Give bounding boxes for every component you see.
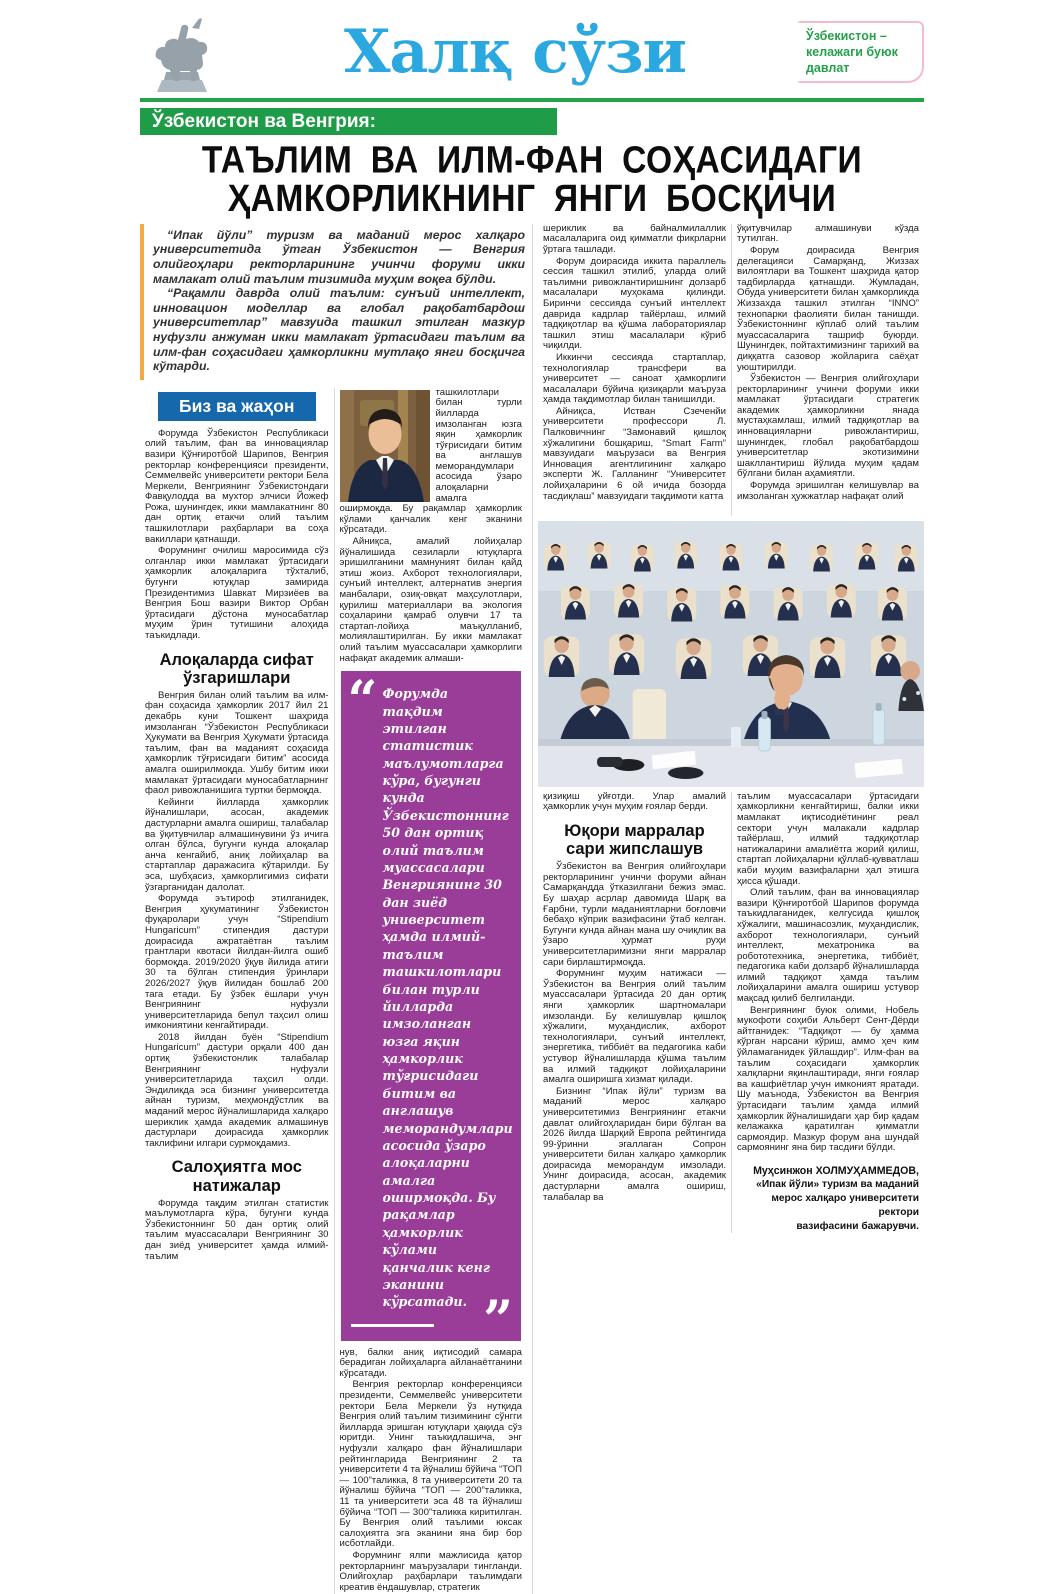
paragraph: Венгрия билан олий таълим ва илм-фан соҳасида ҳамкорлик 2017 йил 21 декабрь куни Тошкент шаҳрида имзоланган “Ўзбекистон Республикаси Ҳукумати ва Венгрия Ҳукумати ўртасида таълим, фан ва маданият соҳасида ҳамкорлик тўғрисидаги битим” асосида амалга оширилмоқда. Ушбу битим икки мамлакат ўртасидаги муносабатларнинг фаол ривожланишига туртки бермоқда. [145,689,329,797]
pull-quote-box [341,670,522,1352]
author-byline [737,1164,919,1233]
paragraph: Айниқса, амалий лойиҳалар йўналишида сезиларли ютуқларга эришилганини мамнуният билан қайд этиш жоиз. Ахборот технологиялари, сунъий интеллект, алтернатив энергия манбалари, озиқ-овқат маҳсулотлари, қурилиш материаллари ва экология соҳаларини қамраб олувчи 17 та стартап-лойиҳа маъқулланиб, молиялаштирилган. Бу икки мамлакат олий таълим муассасалари ҳамкорлиги нафақат академик алмаши- [339,536,522,664]
column-3-top [538,224,731,516]
paragraph: Форумда эришилган келишувлар ва имзоланган ҳужжатлар нафақат олий [737,480,919,502]
paragraph: Форумнинг муҳим натижаси — Ўзбекистон ва Венгрия олий таълим муассасалари ўртасида 20 дан ортиқ янги ҳамкорлик шартномалари имзоланди. Бу келишувлар қишлоқ хўжалиги, муҳандислик, ахборот технологиялари, сунъий интеллект, энергетика, тиббиёт ва педагогика каби устувор йўналишларда қўшма таълим ва илмий тадқиқот лойиҳаларини амалга оширишга хизмат қилади. [543,968,726,1086]
article-body [140,224,924,1594]
paragraph: Айниқса, Истван Сзеченйи университети профессори Л. Палковичнинг “Замонавий қишлоқ хўжалигини бошқариш, “Smart Farm” мавзуидаги маърузаси ва Венгрия Инновация агентлигининг халқаро эксперти Ж. Галланинг “Университет лойиҳаларини 6 ой ичида бозорда тасдиқлаш” мавзуидаги тақдимоти катта [543,405,726,502]
open-quote-icon: “ [347,670,378,732]
paragraph: Форумнинг ялпи мажлисида қатор ректорларнинг маърузалари тингланди. Олийгоҳлар раҳбарлари таълимдаги креатив ёндашувлар, стратегик [339,1549,522,1593]
column-3-bottom [538,792,731,1234]
newspaper-page [140,8,924,1594]
subheading-yuqori-marralar: Юқори марралар сари жипслашув [564,821,705,859]
headline-line1: ТАЪЛИМ ВА ИЛМ-ФАН СОҲАСИДАГИ [201,138,863,181]
paragraph: Венгриянинг буюк олими, Нобель мукофоти соҳиби Альберт Сент-Дёрди айтганидек: “Тадқиқот — бу ҳамма кўрган нарсани кўриш, аммо ҳеч ким ўйламаганидек ўйлашдир”. Илм-фан ва таълим соҳасидаги ҳамкорлик халқларни яқинлаштиради, янги ғоялар ва кашфиётлар учун имконият яратади. Шу маънода, Ўзбекистон ва Венгрия ўртасидаги таълим ҳамда илмий ҳамкорлик йўналишидаги ҳар бир қадам келажакка қаратилган қимматли сармоядир. Мазкур форум ана шундай сармоянинг яна бир тасдиғи бўлди. [737,1004,919,1154]
section-badge: Биз ва жаҳон [158,392,316,421]
masthead-rule [140,98,924,102]
subheading-salohiyat: Салоҳиятга мос натижалар [171,1158,302,1195]
paragraph: қизиқиш уйғотди. Улар амалий ҳамкорлик учун муҳим ғоялар берди. [543,790,726,813]
conference-audience-photo [538,521,924,787]
paragraph: Иккинчи сессияда стартаплар, технологиялар трансфери ва университет — саноат ҳамкорлиги масалалари бўйича қизиқарли маъруза ҳамда тақдимотлар билан танишилди. [543,351,726,406]
paragraph: шериклик ва байналмилаллик масалаларига оид қимматли фикрларни ўртага ташлади. [543,222,726,255]
paragraph: Ўзбекистон ва Венгрия олийгоҳлари ректорларининг учинчи форуми айнан Самарқандда ўтказилгани бежиз эмас. Бу шаҳар асрлар давомида Шарқ ва Ғарбни, турли маданиятларни боғловчи бебаҳо кўприк вазифасини ўтаб келган. Бугунги кунда айнан мана шу очиқлик ва ўзаро ҳурмат руҳи университетларимизни янги марралар сари бирлаштирмоқда. [543,861,726,968]
paragraph: Форумда тақдим этилган статистик маълумотларга кўра, бугунги кунда Ўзбекистоннинг 50 дан ортиқ олий таълим муассасалари Венгриянинг 30 дан зиёд университет ҳамда илмий-таълим [145,1197,329,1262]
paragraph: Олий таълим, фан ва инновациялар вазири Қўнғиротбой Шарипов форумда таъкидлаганидек, келгусида қишлоқ хўжалиги, машинасозлик, муҳандислик, ахборот технологиялари, сунъий интеллект, мехатроника ва робототехника, энергетика, тиббиёт, педагогика каби долзарб йўналишларда илмий тадқиқот ҳамда таълим лойиҳаларини амалга ошириш устувор мақсад қилиб белгиланди. [737,887,919,1005]
right-half [532,224,924,1594]
masthead [140,8,924,96]
paragraph: 2018 йилдан буён “Stipendium Hungaricum” дастури орқали 400 дан ортиқ ўзбекистонлик талабалар Венгриянинг нуфузли университетларида таҳсил олди. Эндиликда эса бизнинг университетда айнан туризм, меҳмондўстлик ва маданий мерос йўналишларида халқаро шериклик ҳамда академик алмашинув дастурлари доирасида ҳамкорлик таклифини илгари сурмоқдамиз. [145,1031,329,1149]
article-headline [156,138,909,221]
close-quote-icon: ” [483,1290,513,1352]
paragraph: Кейинги йилларда ҳамкорлик йўналишлари, асосан, академик дастурларни амалга ошириш, талабалар ва ўқитувчилар алмашинувини ўз ичига олган бўлса, бугунги кунда алоқалар анча кенгайиб, аниқ лойиҳалар ва стартаплар даражасига кўтарилди. Бу эса, шубҳасиз, ҳамкорлигимиз сифати ўзгарганидан далолат. [145,796,329,893]
subheading-aloqalarda: Алоқаларда сифат ўзгаришлари [159,650,314,687]
column-1 [140,388,334,1594]
paragraph: ташкилотлари билан турли йилларда имзоланган юзга яқин ҳамкорлик тўғрисидаги битим ва англашув меморандумлари асосида ўзаро алоқаларни амалга оширмоқда. Бу рақамлар ҳамкорлик кўлами қанчалик кенг эканини кўрсатади. [339,386,522,536]
lead-p1: “Ипак йўли” туризм ва маданий мерос халқаро университетида ўтган Ўзбекистон — Венгрия олийгоҳлари ректорларининг учинчи форуми икки мамлакат олий таълим тизимида муҳим воқеа бўлди. [153,227,525,286]
paragraph: Ўзбекистон — Венгрия олийгоҳлари ректорларининг учинчи форуми икки мамлакат ўртасидаги стратегик академик ҳамкорликни янада мустаҳкамлаш, илмий тадқиқотлар ва инновацияларни ривожлантириш, шунингдек, глобал рақобатбардош университетлар экотизимини шакллантириш йўлида муҳим қадам бўлгани билан аҳамиятли. [737,373,919,480]
paragraph: таълим муассасалари ўртасидаги ҳамкорликни кенгайтириш, балки икки мамлакат иқтисодиётининг реал сектори учун малакали кадрлар тайёрлаш, илмий тадқиқотлар натижаларини амалиётга жорий қилиш, стартап лойиҳаларни қўллаб-қувватлаш каби муҳим вазифаларни ҳал этишга ҳисса қўшади. [737,790,919,887]
minister-portrait-photo [340,390,430,502]
paragraph: Форумда Ўзбекистон Республикаси олий таълим, фан ва инновациялар вазири Қўнғиротбой Шарипов, Венгрия ректорлар конференцияси президенти, Семмелвейс университети ректори Бела Меркели, Венгриянинг Ўзбекистондаги Фавқулодда ва мухтор элчиси Йожеф Рожа, шунингдек, икки мамлакатнинг 80 дан ортиқ етакчи олий таълим ташкилотлари раҳбарлари ва соҳа вакиллари қатнашди. [145,427,329,545]
paragraph: Бизнинг “Ипак йўли” туризм ва маданий мерос халқаро университетимиз Венгриянинг етакчи давлат олийгоҳларидан бири бўлган ва 2026 йилда Шарқий Европа рейтингида 99-ўринни эгаллаган Сопрон университети билан халқаро ҳамкорлик доирасида меморандум имзолади. Унинг доирасида, асосан, академик дастурларни амалга ошириш, талабалар ва [543,1085,726,1203]
column-4-top [731,224,924,516]
paragraph: Форумда эътироф этилганидек, Венгрия ҳукуматининг Ўзбекистон фуқаролари учун “Stipendium Hungaricum” стипендия дастури доирасида ажратаётган таълим грантлари квотаси йилдан-йилга ошиб бормоқда. 2019/2020 ўқув йилида атиги 30 та бўлган стипендия ўринлари 2026/2027 ўқув йилидан бошлаб 200 тага етади. Бу ўзбек ёшлари учун Венгриянинг нуфузли университетларида бепул таҳсил олиш имкониятини кенгайтиради. [145,893,329,1032]
headline-line2: ҲАМКОРЛИКНИНГ ЯНГИ БОСҚИЧИ [227,178,837,221]
author-title-line3: вазифасини бажарувчи. [796,1220,919,1232]
paragraph: нув, балки аниқ иқтисодий самара берадиган лойиҳаларга айланаётганини кўрсатади. [339,1346,522,1379]
paragraph: Форум доирасида Венгрия делегацияси Самарқанд, Жиззах вилоятлари ва Тошкент шаҳрида қатор тадбирларда қатнашди. Жумладан, Обуда университети билан ҳамкорликда Жиззахда ташкил этилган “INNO” технопарки фаолияти билан танишди. Ўзбекистоннинг кўплаб олий таълим муассасаларига ташриф буюрди. Шунингдек, пойтахтимизнинг тарихий ва диққатга сазовор жойларига саёҳат уюштирилди. [737,244,919,373]
author-title-line1: «Ипак йўли» туризм ва маданий [756,1179,919,1191]
lead-paragraphs [140,224,527,380]
paragraph: Венгрия ректорлар конференцияси президенти, Семмелвейс университети ректори Бела Меркели ўз нутқида Венгрия олий таълим тизимининг сўнгги йилларда эришган ютуқлари ҳақида сўз юритди. Унинг таъкидлашича, энг нуфузли халқаро фан йўналишлари рейтингларида Венгриянинг 2 та университети 4 та йўналиш бўйича “ТОП — 100”таликка, 8 та университети 20 та йўналиш бўйича “ТОП — 200”таликка, 11 та университети эса 48 та йўналиш бўйича “ТОП — 300”таликка киритилган. Бу Венгрия олий таълими юксак салоҳиятга эга эканини яна бир бор исботлайди. [339,1379,522,1550]
column-4-bottom [731,792,924,1234]
lead-p2: “Рақамли даврда олий таълим: сунъий интеллект, инновацион моделлар ва глобал рақобатбардош университетлар” мавзуида ташкил этилган мазкур нуфузли анжуман икки мамлакат ўртасидаги таълим ва илм-фан соҳасидаги ҳамкорликни мутлақо янги босқичга кўтарди. [153,286,525,374]
paragraph: Форумнинг очилиш маросимида сўз олганлар икки мамлакат ўртасидаги ҳамкорлик алоқаларига тўхталиб, бугунги ютуқлар замирида Президентимиз Шавкат Мирзиёев ва Венгрия Бош вазири Виктор Орбан ўртасидаги дўстона муносабатлар муҳим ўрин тутишини алоҳида таъкидлади. [145,545,329,641]
author-name: Муҳсинжон ХОЛМУҲАММЕДОВ, [753,1164,919,1177]
masthead-slogan: Ўзбекистон – келажаги буюк давлат [798,21,924,84]
horseman-statue-image [140,10,232,94]
author-title-line2: мерос халқаро университети ректори [771,1193,919,1218]
pull-quote-text: Форумда тақдим этилган статистик маълумотларга кўра, бугунги кунда Ўзбекистоннинг 50 дан ортиқ олий таълим муассасалари Венгриянинг 30 дан зиёд университет ҳамда илмий-таълим ташкилотлари билан турли йилларда имзоланган юзга яқин ҳамкорлик тўғрисидаги битим ва англашув меморандумлари асосида ўзаро алоқаларни амалга оширмоқда. Бу рақамлар ҳамкорлик кўлами қанчалик кенг эканини кўрсатади. [382,686,513,1310]
quote-divider [351,1324,434,1327]
paragraph: ўқитувчилар алмашинуви кўзда тутилган. [737,222,919,245]
column-2 [334,388,528,1594]
left-half [140,224,532,1594]
newspaper-title: Халқ сўзи [343,17,686,87]
paragraph: Форум доирасида иккита параллель сессия ташкил этилиб, уларда олий таълимни ривожлантиришнинг долзарб масалалари муҳокама қилинди. Биринчи сессияда сунъий интеллект даврида кадрлар тайёрлаш, илмий тадқиқотлар ва қўшма лабораториялар ташкил этиш масалалари кўриб чиқилди. [543,255,726,352]
kicker-banner: Ўзбекистон ва Венгрия: [140,108,557,135]
